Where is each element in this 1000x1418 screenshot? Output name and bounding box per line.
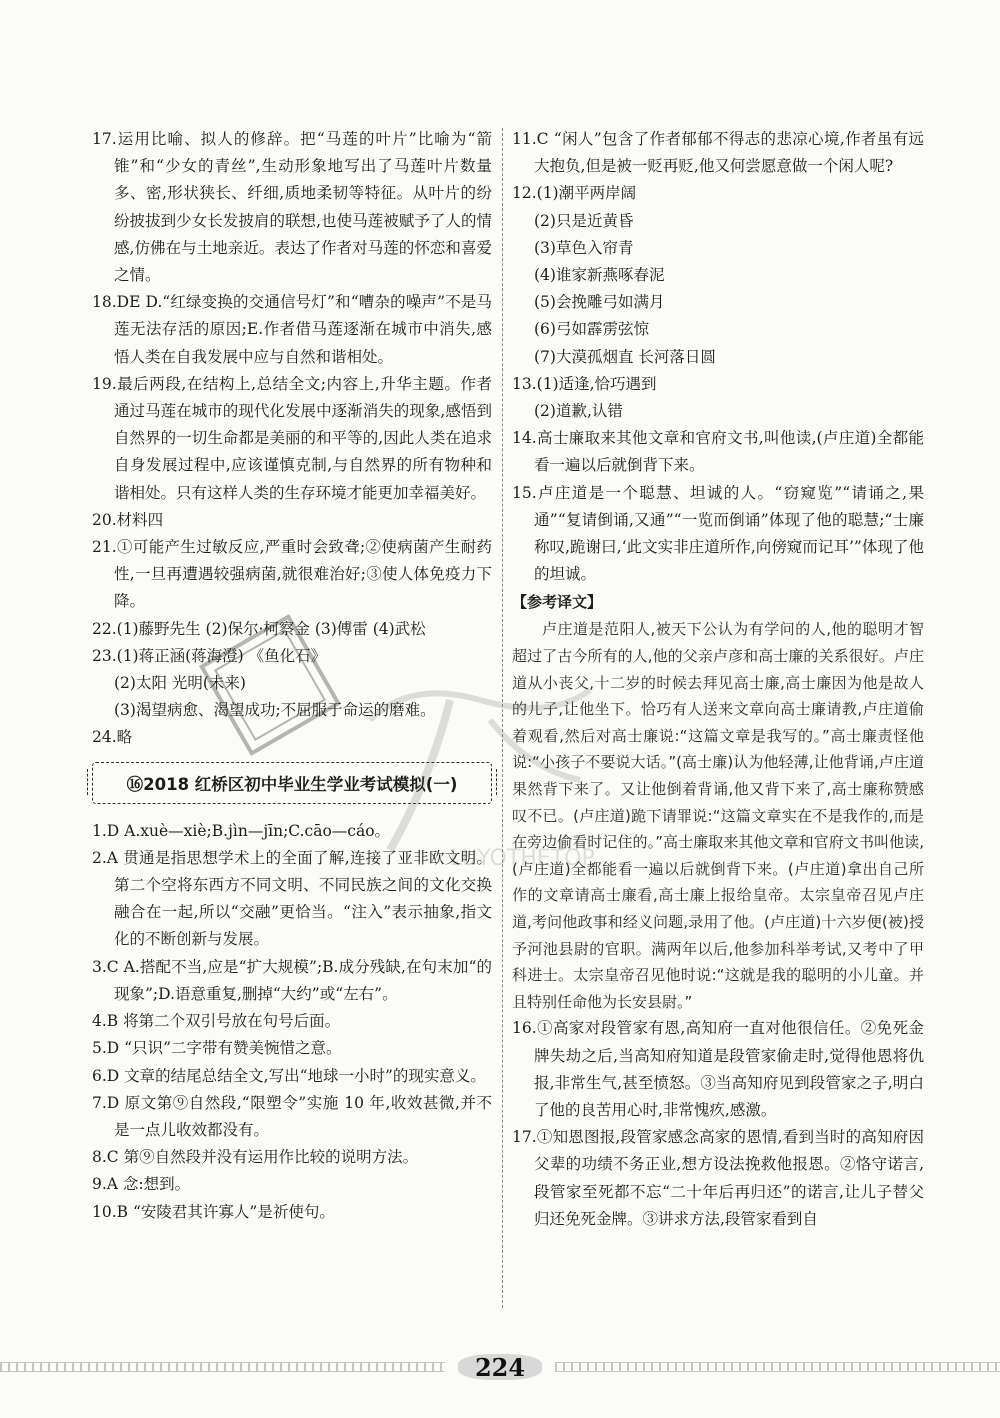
answer-15: 15.卢庄道是一个聪慧、坦诚的人。“窃窥览”“请诵之,果通”“复请倒诵,又通”“一览而倒诵”体现了他的聪慧;“士廉称叹,跪谢曰,‘此文实非庄道所作,向傍窥而记耳’”体现了他的坦诚。: [512, 483, 924, 584]
watermark-logo: [330, 660, 630, 880]
footer-ornament-right: [555, 1362, 1000, 1372]
answer-20: 20.材料四: [92, 510, 164, 529]
section-answer-8: 8.C 第⑨自然段并没有运用作比较的说明方法。: [92, 1148, 419, 1167]
section-answer-7: 7.D 原文第⑨自然段,“限塑令”实施 10 年,收效甚微,并不是一点儿收效都没有。: [92, 1093, 492, 1139]
answer-23-2: (2)太阳 光明(未来): [114, 674, 246, 693]
answer-12-6: (6)弓如霹雳弦惊: [534, 320, 649, 339]
section-title: ⑯2018 红桥区初中毕业生学业考试模拟(一): [126, 774, 458, 794]
answer-18: 18.DE D.“红绿变换的交通信号灯”和“嘈杂的噪声”不是马莲无法存活的原因;E.作者借马莲逐渐在城市中消失,感悟人类在自我发展中应与自然和谐相处。: [92, 293, 492, 366]
answer-16: 16.①高家对段管家有恩,高知府一直对他很信任。②免死金牌失劫之后,当高知府知道是段管家偷走时,觉得他恩将仇报,非常生气,甚至愤怒。③当高知府见到段管家之子,明白了他的良苦用心时,非常愧疚,感激。: [512, 1019, 924, 1119]
answer-23-3: (3)渴望病愈、渴望成功;不屈服于命运的磨难。: [114, 701, 436, 720]
answer-11: 11.C “闲人”包含了作者郁郁不得志的悲凉心境,作者虽有远大抱负,但是被一贬再贬,他又何尝愿意做一个闲人呢?: [512, 130, 924, 176]
section-answer-6: 6.D 文章的结尾总结全文,写出“地球一小时”的现实意义。: [92, 1066, 486, 1085]
footer-ornament-left: [0, 1362, 445, 1372]
page-footer: [0, 1350, 1000, 1390]
answer-14: 14.高士廉取来其他文章和官府文书,叫他读,(卢庄道)全都能看一遍以后就倒背下来。: [512, 429, 924, 475]
answer-12-3: (3)草色入帘青: [534, 238, 634, 257]
reference-translation: 卢庄道是范阳人,被天下公认为有学问的人,他的聪明才智超过了古今所有的人,他的父亲卢彦和高士廉的关系很好。卢庄道从小丧父,十二岁的时候去拜见高士廉,高士廉因为他是故人的儿子,让他坐下。恰巧有人送来文章向高士廉请教,卢庄道偷着观看,然后对高士廉说:“这篇文章是我写的。”高士廉责怪他说:“小孩子不要说大话。”(高士廉)认为他轻薄,让他背诵,卢庄道果然背下来了。又让他倒着背诵,他又背下来了,高士廉称赞感叹不已。(卢庄道)跪下请罪说:“这篇文章实在不是我作的,而是在旁边偷看时记住的。”高士廉取来其他文章和官府文书叫他读,(卢庄道)全都能看一遍以后就倒背下来。(卢庄道)拿出自己所作的文章请高士廉看,高士廉上报给皇帝。太宗皇帝召见卢庄道,考问他政事和经义问题,录用了他。(卢庄道)十六岁便(被)授予河池县尉的官职。满两年以后,他参加科举考试,又考中了甲科进士。太宗皇帝召见他时说:“这就是我的聪明的小儿童。并且特别任命他为长安县尉。”: [512, 620, 924, 1011]
section-answer-10: 10.B “安陵君其许寡人”是祈使句。: [92, 1202, 335, 1221]
section-answer-4: 4.B 将第二个双引号放在句号后面。: [92, 1012, 341, 1031]
answer-22: 22.(1)藤野先生 (2)保尔·柯察金 (3)傅雷 (4)武松: [92, 619, 426, 638]
answer-12-2: (2)只是近黄昏: [534, 211, 634, 230]
section-answer-5: 5.D “只识”二字带有赞美惋惜之意。: [92, 1039, 342, 1058]
answer-12-1: 12.(1)潮平两岸阔: [512, 184, 637, 203]
answer-17-right: 17.①知恩图报,段管家感念高家的恩情,看到当时的高知府因父辈的功绩不务正业,想方设法挽救他报恩。②恪守诺言,段管家至死都不忘“二十年后再归还”的诺言,让儿子替父归还免死金牌。③讲求方法,段管家看到自: [512, 1128, 924, 1228]
answer-19: 19.最后两段,在结构上,总结全文;内容上,升华主题。作者通过马莲在城市的现代化发展中逐渐消失的现象,感悟到自然界的一切生命都是美丽的和平等的,因此人类在追求自身发展过程中,应该谨慎克制,与自然界的所有物种和谐相处。只有这样人类的生存环境才能更加幸福美好。: [92, 374, 492, 502]
answer-24: 24.略: [92, 728, 133, 747]
answer-23-1: 23.(1)蒋正涵(蒋海澄) 《鱼化石》: [92, 646, 327, 665]
section-answer-2: 2.A 贯通是指思想学术上的全面了解,连接了亚非欧文明。第二个空将东西方不同文明、不同民族之间的文化交换融合在一起,所以“交融”更恰当。“注入”表示抽象,指文化的不断创新与发展。: [92, 848, 492, 949]
page-number: 224: [448, 1350, 552, 1384]
watermark-text: LUYOTHETOP: [450, 846, 595, 871]
answer-12-4: (4)谁家新燕啄春泥: [534, 266, 665, 285]
section-answer-3: 3.C A.搭配不当,应是“扩大规模”;B.成分残缺,在句末加“的现象”;D.语意重复,删掉“大约”或“左右”。: [92, 957, 492, 1003]
reference-translation-label: 【参考译文】: [512, 593, 603, 612]
section-answer-9: 9.A 念:想到。: [92, 1175, 191, 1194]
answer-12-5: (5)会挽雕弓如满月: [534, 293, 665, 312]
answer-13-1: 13.(1)适逢,恰巧遇到: [512, 374, 657, 393]
answer-17: 17.运用比喻、拟人的修辞。把“马莲的叶片”比喻为“箭锥”和“少女的青丝”,生动形象地写出了马莲叶片数量多、密,形状狭长、纤细,质地柔韧等特征。从叶片的纷纷披拔到少女长发披肩的联想,也使马莲被赋予了人的情感,仿佛在与土地亲近。表达了作者对马莲的怀恋和喜爱之情。: [92, 130, 492, 285]
answer-21: 21.①可能产生过敏反应,严重时会致聋;②使病菌产生耐药性,一旦再遭遇较强病菌,就很难治好;③使人体免疫力下降。: [92, 538, 492, 611]
answer-13-2: (2)道歉,认错: [534, 402, 623, 421]
section-answer-1: 1.D A.xuè—xiè;B.jìn—jīn;C.cāo—cáo。: [92, 821, 391, 840]
seal-stamp: [195, 610, 345, 760]
answer-12-7: (7)大漠孤烟直 长河落日圆: [534, 347, 716, 366]
